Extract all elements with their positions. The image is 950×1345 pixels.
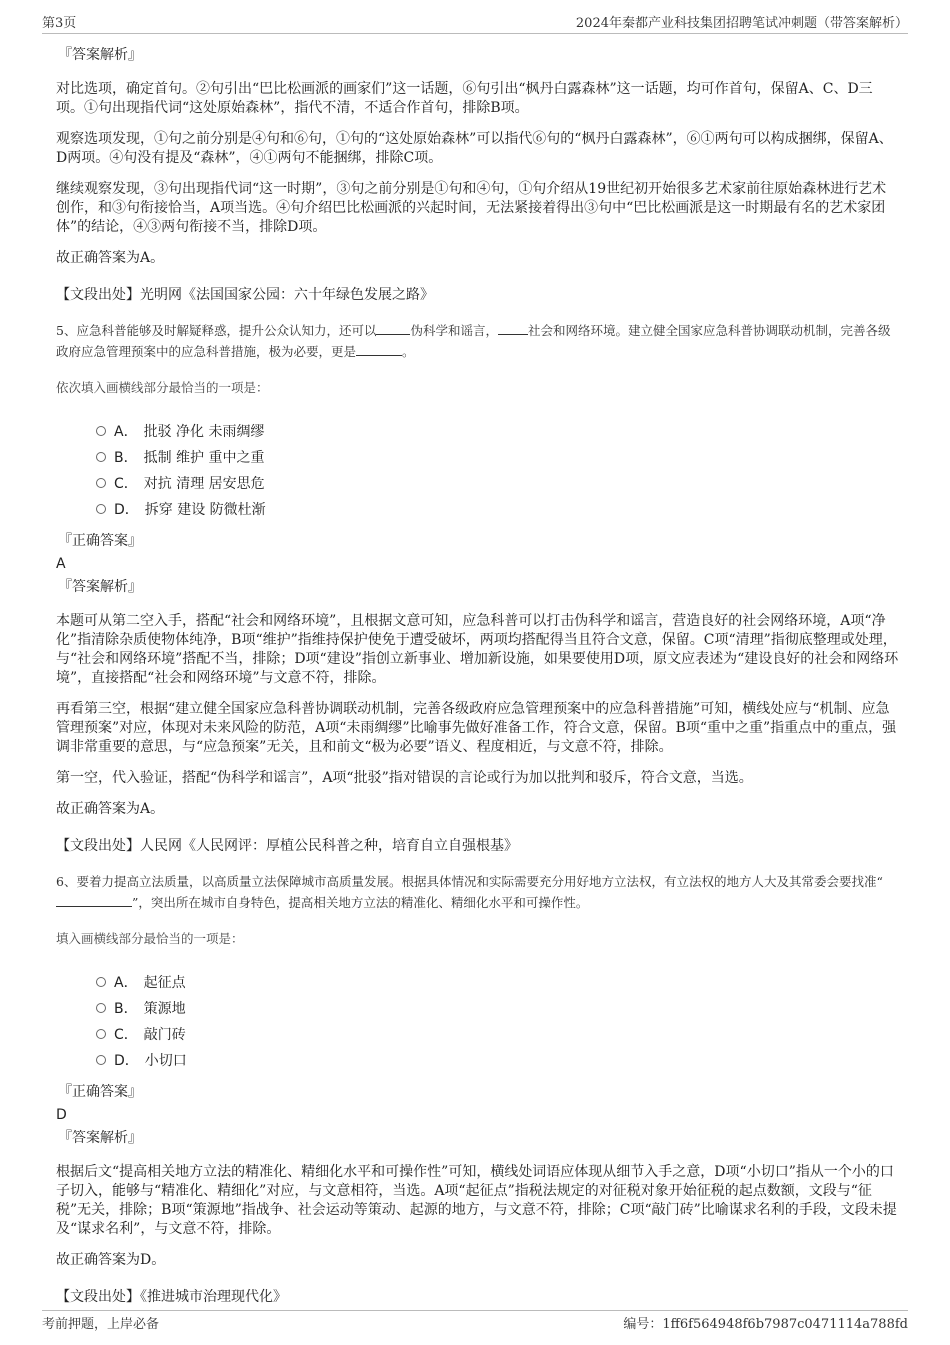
source-citation: 【文段出处】人民网《人民网评：厚植公民科普之种，培育自立自强根基》 xyxy=(56,838,518,854)
question-6-prompt: 填入画横线部分最恰当的一项是： xyxy=(56,931,244,946)
analysis-paragraph: 再看第三空，根据“建立健全国家应急科普协调联动机制，完善各级政府应急管理预案中的应急科普措施”可知，横线处应与“机制、应急管理预案”对应，体现对未来风险的防范，A项“未雨绸缪”比喻事先做好准备工作，符合文意，保留。B项“重中之重”指重点中的重点，强调非常重要的意思，与“应急预案”无关，且和前文“极为必要”语义、程度相近，与文意不符，排除。 xyxy=(56,701,897,755)
page-header xyxy=(42,10,908,34)
document-title: 2024年秦都产业科技集团招聘笔试冲刺题（带答案解析） xyxy=(575,16,908,31)
question-5-stem: 5、应急科普能够及时解疑释惑，提升公众认知力，还可以 伪科学和谣言， 社会和网络环境。建立健全国家应急科普协调联动机制，完善各级政府应急管理预案中的应急科普措施，极为必要，更是 。 xyxy=(56,323,891,359)
page-content xyxy=(56,40,900,1322)
document-id: 编号：1ff6f564948f6b7987c0471114a788fd xyxy=(623,1317,908,1332)
question-5-options xyxy=(96,418,900,522)
radio-icon[interactable] xyxy=(96,1003,106,1013)
option-c[interactable]: C． 敲门砖 xyxy=(96,1021,900,1047)
radio-icon[interactable] xyxy=(96,1055,106,1065)
radio-icon[interactable] xyxy=(96,977,106,987)
question-5-prompt: 依次填入画横线部分最恰当的一项是： xyxy=(56,380,269,395)
analysis-heading: 『答案解析』 xyxy=(58,579,142,595)
option-d[interactable]: D． 小切口 xyxy=(96,1047,900,1073)
footer-slogan: 考前押题，上岸必备 xyxy=(42,1317,160,1332)
option-b[interactable]: B． 抵制 维护 重中之重 xyxy=(96,444,900,470)
analysis-paragraph: 对比选项，确定首句。②句引出“巴比松画派的画家们”这一话题，⑥句引出“枫丹白露森林”这一话题，均可作首句，保留A、C、D三项。①句出现指代词“这处原始森林”，指代不清，不适合作首句，排除B项。 xyxy=(56,81,873,116)
analysis-paragraph: 观察选项发现，①句之前分别是④句和⑥句，①句的“这处原始森林”可以指代⑥句的“枫丹白露森林”，⑥①两句可以构成捆绑，保留A、D两项。④句没有提及“森林”，④①两句不能捆绑，排除C项。 xyxy=(56,131,893,166)
option-a[interactable]: A． 起征点 xyxy=(96,969,900,995)
page-number: 第3页 xyxy=(42,16,77,31)
blank-2 xyxy=(498,323,528,335)
blank-1 xyxy=(56,895,132,907)
option-b[interactable]: B． 策源地 xyxy=(96,995,900,1021)
radio-icon[interactable] xyxy=(96,1029,106,1039)
analysis-paragraph: 继续观察发现，③句出现指代词“这一时期”，③句之前分别是①句和④句，①句介绍从19世纪初开始很多艺术家前往原始森林进行艺术创作，和③句衔接恰当，A项当选。④句介绍巴比松画派的兴起时间，无法紧接着得出③句中“巴比松画派是这一时期最有名的艺术家团体”的结论，④③两句衔接不当，排除D项。 xyxy=(56,181,887,235)
radio-icon[interactable] xyxy=(96,426,106,436)
correct-answer-heading: 『正确答案』 xyxy=(58,533,142,549)
analysis-conclusion: 故正确答案为A。 xyxy=(56,801,165,817)
analysis-conclusion: 故正确答案为D。 xyxy=(56,1252,166,1268)
correct-answer-heading: 『正确答案』 xyxy=(58,1084,142,1100)
correct-answer: D xyxy=(56,1107,67,1123)
analysis-heading: 『答案解析』 xyxy=(58,1130,142,1146)
option-d[interactable]: D． 拆穿 建设 防微杜渐 xyxy=(96,496,900,522)
analysis-paragraph: 根据后文“提高相关地方立法的精准化、精细化水平和可操作性”可知，横线处词语应体现从细节入手之意，D项“小切口”指从一个小的口子切入，能够与“精准化、精细化”对应，与文意相符，当选。A项“起征点”指税法规定的对征税对象开始征税的起点数额，文段与“征税”无关，排除；B项“策源地”指战争、社会运动等策动、起源的地方，与文意不符，排除；C项“敲门砖”比喻谋求名利的手段，文段未提及“谋求名利”，与文意不符，排除。 xyxy=(56,1164,897,1237)
radio-icon[interactable] xyxy=(96,452,106,462)
blank-1 xyxy=(376,323,410,335)
analysis-paragraph: 本题可从第二空入手，搭配“社会和网络环境”，且根据文意可知，应急科普可以打击伪科学和谣言，营造良好的社会网络环境，A项“净化”指清除杂质使物体纯净，B项“维护”指维持保护使免于遭受破坏，两项均搭配得当且符合文意，保留。C项“清理”指彻底整理或处理，与“社会和网络环境”搭配不当，排除；D项“建设”指创立新事业、增加新设施，如果要使用D项，原文应表述为“建设良好的社会和网络环境”，直接搭配“社会和网络环境”与文意不符，排除。 xyxy=(56,613,899,686)
source-citation: 【文段出处】《推进城市治理现代化》 xyxy=(56,1289,287,1305)
correct-answer: A xyxy=(56,556,66,572)
blank-3 xyxy=(356,344,402,356)
page-footer xyxy=(42,1310,908,1334)
question-6-stem: 6、要着力提高立法质量，以高质量立法保障城市高质量发展。根据具体情况和实际需要充分用好地方立法权，有立法权的地方人大及其常委会要找准“”，突出所在城市自身特色，提高相关地方立法的精准化、精细化水平和可操作性。 xyxy=(56,874,883,910)
analysis-conclusion: 故正确答案为A。 xyxy=(56,250,165,266)
analysis-heading: 『答案解析』 xyxy=(58,47,142,63)
source-citation: 【文段出处】光明网《法国国家公园：六十年绿色发展之路》 xyxy=(56,287,434,303)
radio-icon[interactable] xyxy=(96,504,106,514)
question-6-options xyxy=(96,969,900,1073)
option-a[interactable]: A． 批驳 净化 未雨绸缪 xyxy=(96,418,900,444)
option-c[interactable]: C． 对抗 清理 居安思危 xyxy=(96,470,900,496)
radio-icon[interactable] xyxy=(96,478,106,488)
analysis-paragraph: 第一空，代入验证，搭配“伪科学和谣言”，A项“批驳”指对错误的言论或行为加以批判和驳斥，符合文意，当选。 xyxy=(56,770,753,786)
